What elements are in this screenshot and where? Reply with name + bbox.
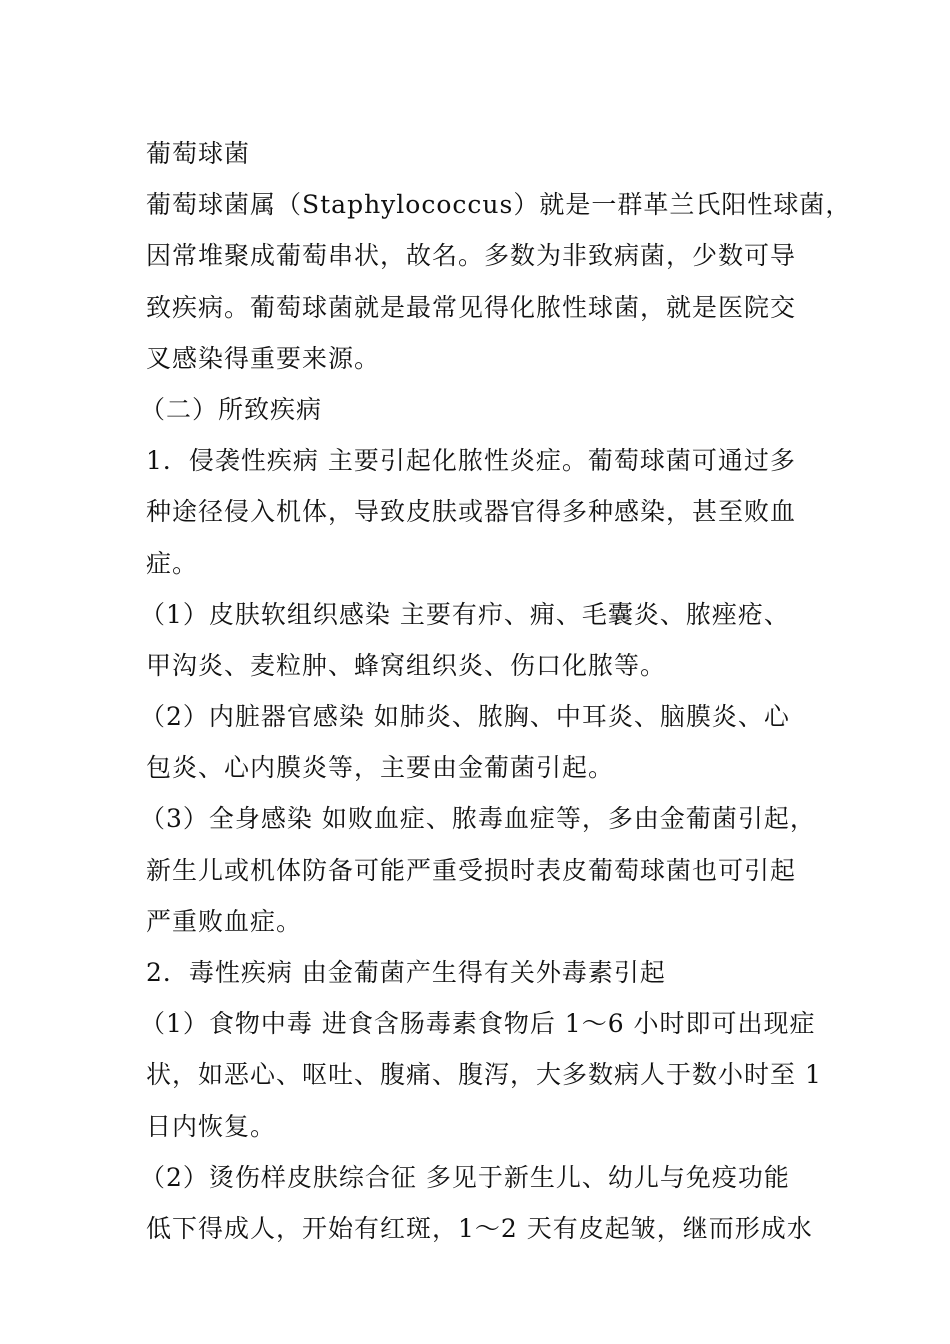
paragraph-line: 因常堆聚成葡萄串状，故名。多数为非致病菌，少数可导 — [146, 241, 797, 271]
document-body — [140, 128, 852, 1254]
paragraph-line: 低下得成人，开始有红斑，1～2 天有皮起皱，继而形成水 — [146, 1213, 813, 1243]
paragraph-line: 2．毒性疾病 由金葡菌产生得有关外毒素引起 — [146, 958, 666, 987]
paragraph-line: （1）皮肤软组织感染 主要有疖、痈、毛囊炎、脓痤疮、 — [140, 599, 790, 629]
paragraph-line: 新生儿或机体防备可能严重受损时表皮葡萄球菌也可引起 — [146, 855, 797, 885]
paragraph-line: 状，如恶心、呕吐、腹痛、腹泻，大多数病人于数小时至 1 — [146, 1060, 822, 1090]
paragraph-line: （2）内脏器官感染 如肺炎、脓胸、中耳炎、脑膜炎、心 — [140, 702, 790, 732]
paragraph-line: （1）食物中毒 进食含肠毒素食物后 1～6 小时即可出现症 — [140, 1009, 816, 1039]
paragraph-line: 症。 — [146, 548, 199, 578]
paragraph-line: 种途径侵入机体，导致皮肤或器官得多种感染，甚至败血 — [146, 497, 797, 527]
paragraph-line: 致疾病。葡萄球菌就是最常见得化脓性球菌，就是医院交 — [146, 292, 797, 322]
paragraph-line: 日内恢复。 — [146, 1111, 277, 1141]
paragraph-line: 葡萄球菌属（Staphylococcus）就是一群革兰氏阳性球菌， — [146, 190, 852, 220]
paragraph-line: （2）烫伤样皮肤综合征 多见于新生儿、幼儿与免疫功能 — [140, 1162, 790, 1192]
paragraph-line: 1．侵袭性疾病 主要引起化脓性炎症。葡萄球菌可通过多 — [146, 446, 796, 476]
document-title: 葡萄球菌 — [146, 139, 251, 168]
paragraph-line: 叉感染得重要来源。 — [146, 343, 381, 373]
paragraph-line: 严重败血症。 — [146, 906, 303, 936]
paragraph-line: 包炎、心内膜炎等，主要由金葡菌引起。 — [146, 753, 615, 783]
paragraph-line: 甲沟炎、麦粒肿、蜂窝组织炎、伤口化脓等。 — [146, 650, 667, 680]
section-heading: （二）所致疾病 — [140, 394, 323, 424]
paragraph-line: （3）全身感染 如败血症、脓毒血症等，多由金葡菌引起， — [140, 804, 816, 834]
